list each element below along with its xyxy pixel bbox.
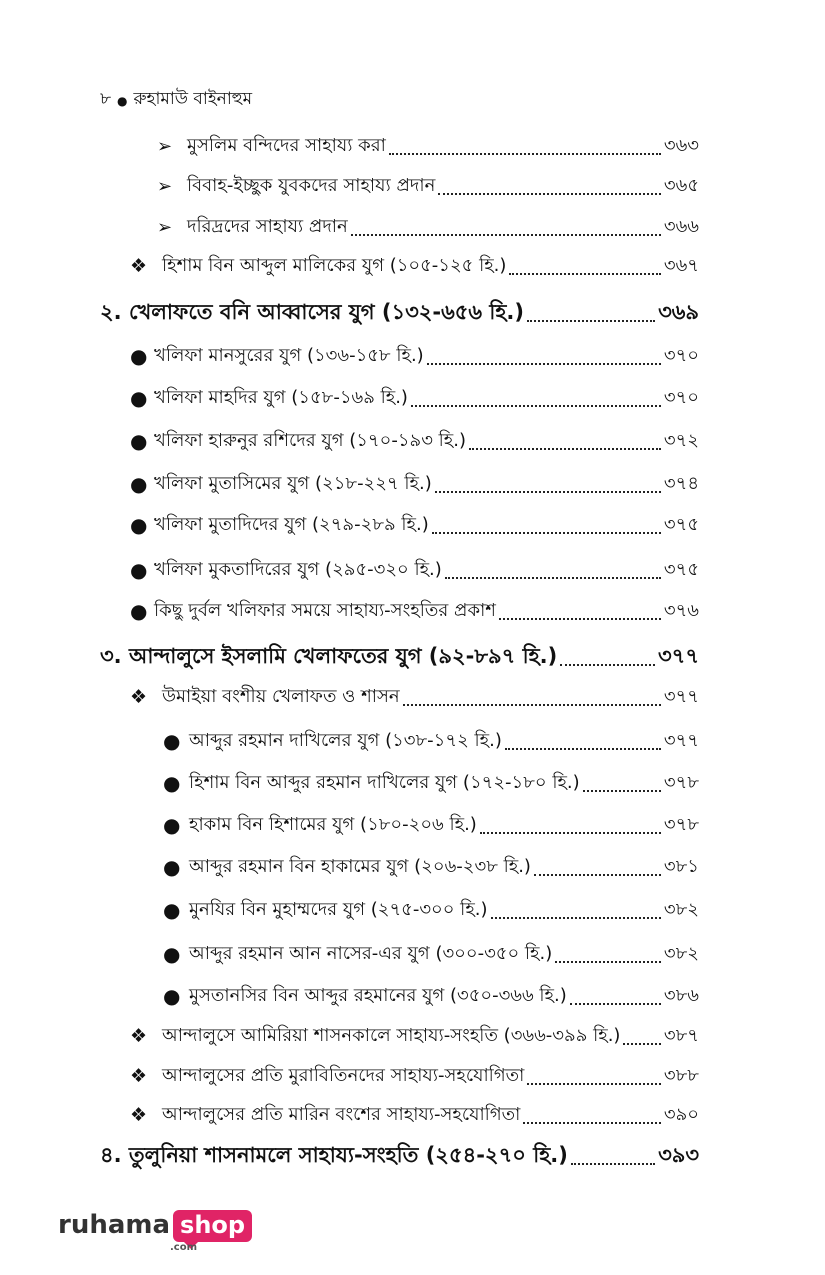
dot-leader (509, 273, 660, 275)
toc-entry (163, 939, 699, 969)
toc-entry (130, 341, 699, 371)
diamond-bullet-icon: ❖ (130, 686, 148, 708)
toc-entry-title: খলিফা মাহদির যুগ (১৫৮-১৬৯ হি.) (154, 386, 408, 408)
toc-entry-title: খলিফা হারুনুর রশিদের যুগ (১৭০-১৯৩ হি.) (154, 429, 466, 451)
bullet-dot-icon: ● (130, 386, 148, 410)
toc-entry (130, 682, 699, 712)
toc-entry-title: হিশাম বিন আব্দুল মালিকের যুগ (১০৫-১২৫ হি.) (162, 254, 507, 276)
toc-entry (130, 596, 699, 626)
logo-domain: .com (170, 1242, 198, 1253)
toc-entry (130, 383, 699, 413)
bullet-dot-icon: ● (130, 472, 148, 496)
toc-section-entry (100, 1141, 699, 1171)
toc-page-number: ৩৯৩ (658, 1142, 699, 1167)
diamond-bullet-icon: ❖ (130, 1104, 148, 1126)
dot-leader (491, 917, 661, 919)
toc-entry-title: খলিফা মুতাদিদের যুগ (২৭৯-২৮৯ হি.) (154, 513, 429, 535)
toc-entry (157, 171, 699, 201)
toc-page-number: ৩৮১ (663, 855, 699, 877)
dot-leader (534, 874, 661, 876)
dot-leader (505, 748, 661, 750)
toc-entry (163, 726, 699, 756)
bullet-dot-icon: ● (163, 813, 181, 837)
dot-leader (623, 1043, 660, 1045)
bullet-dot-icon: ● (130, 429, 148, 453)
dot-leader (555, 961, 661, 963)
toc-page-number: ৩৭৬ (663, 599, 699, 621)
toc-entry-title: আব্দুর রহমান বিন হাকামের যুগ (২০৬-২৩৮ হি.) (189, 855, 531, 877)
toc-entry (163, 852, 699, 882)
bullet-dot-icon: ● (163, 771, 181, 795)
dot-leader (571, 1163, 655, 1165)
toc-page-number: ৩৭০ (663, 344, 699, 366)
toc-entry (157, 131, 699, 161)
diamond-bullet-icon: ❖ (130, 255, 148, 277)
toc-entry-title: হাকাম বিন হিশামের যুগ (১৮০-২০৬ হি.) (189, 813, 477, 835)
toc-entry (163, 768, 699, 798)
toc-page-number: ৩৭৮ (663, 813, 699, 835)
bullet-dot-icon: ● (163, 942, 181, 966)
toc-entry (130, 1021, 699, 1051)
toc-page-number: ৩৭০ (663, 386, 699, 408)
bullet-dot-icon: ● (163, 984, 181, 1008)
logo-badge: shop (173, 1210, 252, 1242)
dot-leader (427, 363, 661, 365)
toc-entry (130, 555, 699, 585)
toc-entry (163, 981, 699, 1011)
toc-page-number: ৩৮২ (663, 898, 699, 920)
bullet-dot-icon: ● (130, 558, 148, 582)
toc-page-number: ৩৬৫ (663, 174, 699, 196)
toc-entry-title: আন্দালুসের প্রতি মুরাবিতিনদের সাহায্য-সহযোগিতা (162, 1064, 525, 1086)
toc-entry (163, 895, 699, 925)
toc-entry (130, 469, 699, 499)
page-number: ৮ (100, 89, 112, 109)
toc-page-number: ৩৮৭ (663, 1024, 699, 1046)
toc-entry-title: খলিফা মুকতাদিরের যুগ (২৯৫-৩২০ হি.) (154, 558, 442, 580)
dot-leader (499, 618, 661, 620)
header-separator: ● (117, 94, 128, 108)
toc-page-number: ৩৬৬ (663, 215, 699, 237)
book-title: রুহামাউ বাইনাহুম (133, 89, 253, 109)
toc-entry-title: মুসতানসির বিন আব্দুর রহমানের যুগ (৩৫০-৩৬৬ হি.) (189, 984, 567, 1006)
toc-entry-title: মুসলিম বন্দিদের সাহায্য করা (187, 134, 386, 156)
dot-leader (411, 405, 661, 407)
toc-page-number: ৩৭৭ (658, 643, 699, 668)
dot-leader (570, 1003, 661, 1005)
diamond-bullet-icon: ❖ (130, 1065, 148, 1087)
toc-section-entry (100, 642, 699, 672)
bullet-dot-icon: ● (130, 599, 148, 623)
diamond-bullet-icon: ❖ (130, 1025, 148, 1047)
toc-page-number: ৩৭৪ (663, 472, 699, 494)
bullet-dot-icon: ● (130, 513, 148, 537)
toc-entry (130, 251, 699, 281)
toc-entry-title: ৪. তুলুনিয়া শাসনামলে সাহায্য-সংহতি (২৫৪-২৭০ হি.) (100, 1142, 568, 1167)
dot-leader (435, 491, 661, 493)
toc-entry (130, 1100, 699, 1130)
dot-leader (527, 320, 655, 322)
arrow-bullet-icon: ➢ (157, 135, 173, 157)
toc-entry-title: উমাইয়া বংশীয় খেলাফত ও শাসন (162, 685, 400, 707)
logo-word: ruhama (58, 1210, 171, 1240)
dot-leader (389, 153, 661, 155)
dot-leader (469, 448, 661, 450)
dot-leader (480, 832, 661, 834)
dot-leader (527, 1083, 661, 1085)
toc-entry-title: ২. খেলাফতে বনি আব্বাসের যুগ (১৩২-৬৫৬ হি.) (100, 299, 524, 324)
arrow-bullet-icon: ➢ (157, 216, 173, 238)
toc-entry-title: মুনযির বিন মুহাম্মদের যুগ (২৭৫-৩০০ হি.) (189, 898, 488, 920)
toc-entry-title: খলিফা মানসুরের যুগ (১৩৬-১৫৮ হি.) (154, 344, 424, 366)
toc-section-entry (100, 298, 699, 328)
dot-leader (438, 193, 661, 195)
toc-page-number: ৩৭৮ (663, 771, 699, 793)
toc-entry-title: আন্দালুসের প্রতি মারিন বংশের সাহায্য-সহযোগিতা (162, 1103, 521, 1125)
bullet-dot-icon: ● (130, 344, 148, 368)
dot-leader (523, 1122, 661, 1124)
toc-entry-title: আন্দালুসে আমিরিয়া শাসনকালে সাহায্য-সংহতি (৩৬৬-৩৯৯ হি.) (162, 1024, 621, 1046)
toc-entry-title: কিছু দুর্বল খলিফার সময়ে সাহায্য-সংহতির প্রকাশ (154, 599, 496, 621)
dot-leader (445, 577, 661, 579)
ruhamashop-logo (58, 1210, 252, 1253)
toc-entry-title: দরিদ্রদের সাহায্য প্রদান (187, 215, 348, 237)
toc-page-number: ৩৭২ (663, 429, 699, 451)
toc-page-number: ৩৭৫ (663, 513, 699, 535)
dot-leader (560, 664, 655, 666)
toc-entry-title: ৩. আন্দালুসে ইসলামি খেলাফতের যুগ (৯২-৮৯৭ হি.) (100, 643, 558, 668)
bullet-dot-icon: ● (163, 855, 181, 879)
toc-page-number: ৩৮৮ (663, 1064, 699, 1086)
bullet-dot-icon: ● (163, 898, 181, 922)
dot-leader (432, 532, 661, 534)
toc-entry (130, 1061, 699, 1091)
toc-page-number: ৩৭৫ (663, 558, 699, 580)
toc-page-number: ৩৬৩ (663, 134, 699, 156)
toc-entry-title: খলিফা মুতাসিমের যুগ (২১৮-২২৭ হি.) (154, 472, 432, 494)
toc-entry-title: আব্দুর রহমান আন নাসের-এর যুগ (৩০০-৩৫০ হি.) (189, 942, 553, 964)
toc-page-number: ৩৬৭ (663, 254, 699, 276)
toc-entry (157, 212, 699, 242)
dot-leader (583, 790, 661, 792)
toc-page-number: ৩৭৭ (663, 729, 699, 751)
toc-entry-title: বিবাহ-ইচ্ছুক যুবকদের সাহায্য প্রদান (187, 174, 436, 196)
toc-entry (130, 426, 699, 456)
toc-entry-title: হিশাম বিন আব্দুর রহমান দাখিলের যুগ (১৭২-১৮০ হি.) (189, 771, 580, 793)
toc-page-number: ৩৮২ (663, 942, 699, 964)
bullet-dot-icon: ● (163, 729, 181, 753)
toc-page-number: ৩৬৯ (658, 299, 699, 324)
toc-entry (163, 810, 699, 840)
arrow-bullet-icon: ➢ (157, 175, 173, 197)
running-header (100, 86, 252, 114)
toc-entry (130, 510, 699, 540)
dot-leader (351, 234, 661, 236)
dot-leader (403, 704, 661, 706)
toc-page-number: ৩৭৭ (663, 685, 699, 707)
toc-entry-title: আব্দুর রহমান দাখিলের যুগ (১৩৮-১৭২ হি.) (189, 729, 502, 751)
toc-page-number: ৩৮৬ (663, 984, 699, 1006)
toc-page-number: ৩৯০ (663, 1103, 699, 1125)
